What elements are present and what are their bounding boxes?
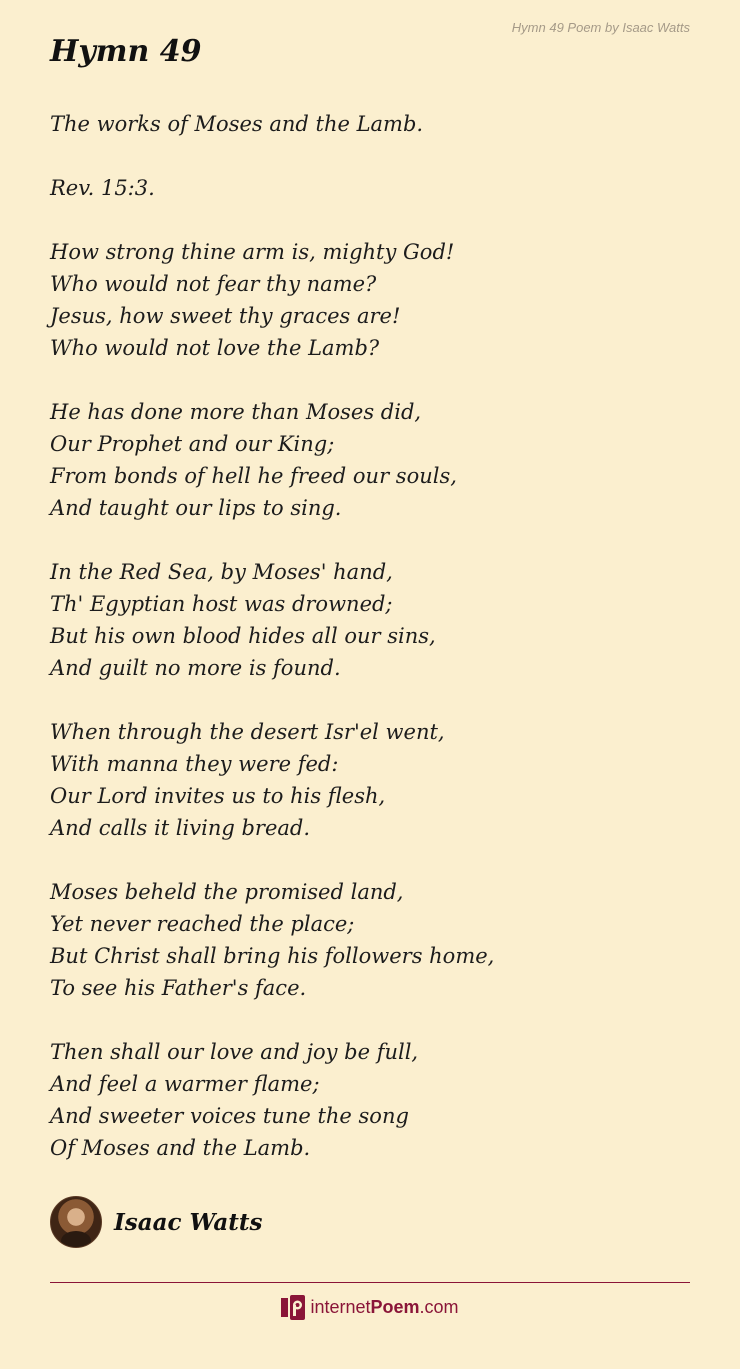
poem-line: He has done more than Moses did, <box>50 400 422 424</box>
stanza <box>50 172 494 204</box>
poem-line: Of Moses and the Lamb. <box>50 1136 311 1160</box>
stanza <box>50 1036 494 1164</box>
stanza <box>50 876 494 1004</box>
poem-line: And taught our lips to sing. <box>50 496 342 520</box>
poem-line: Our Prophet and our King; <box>50 432 335 456</box>
poem-line: Our Lord invites us to his flesh, <box>50 784 386 808</box>
stanza <box>50 108 494 140</box>
poem-body <box>50 108 494 1196</box>
poem-line: Who would not love the Lamb? <box>50 336 380 360</box>
brand-prefix: internet <box>310 1297 371 1317</box>
header-caption: Hymn 49 Poem by Isaac Watts <box>511 20 690 35</box>
stanza <box>50 556 494 684</box>
author-row[interactable] <box>50 1196 262 1248</box>
brand-bold: Poem <box>370 1297 420 1317</box>
poem-line: From bonds of hell he freed our souls, <box>50 464 457 488</box>
poem-line: But Christ shall bring his followers home, <box>50 944 495 968</box>
poem-line: And sweeter voices tune the song <box>50 1104 409 1128</box>
poem-line: Who would not fear thy name? <box>50 272 377 296</box>
stanza <box>50 236 494 364</box>
author-avatar[interactable] <box>50 1196 102 1248</box>
poem-line: But his own blood hides all our sins, <box>50 624 436 648</box>
poem-line: Yet never reached the place; <box>50 912 355 936</box>
brand-suffix: .com <box>419 1297 459 1317</box>
footer-divider <box>50 1282 690 1283</box>
poem-line: And guilt no more is found. <box>50 656 341 680</box>
poem-line: With manna they were fed: <box>50 752 339 776</box>
poem-line: In the Red Sea, by Moses' hand, <box>50 560 393 584</box>
poem-line: And calls it living bread. <box>50 816 311 840</box>
stanza <box>50 396 494 524</box>
poem-line: How strong thine arm is, mighty God! <box>50 240 455 264</box>
poem-line: And feel a warmer flame; <box>50 1072 320 1096</box>
poem-title: Hymn 49 <box>50 34 202 69</box>
poem-line: The works of Moses and the Lamb. <box>50 112 424 136</box>
internetpoem-logo-icon <box>281 1295 305 1320</box>
poem-line: Rev. 15:3. <box>50 176 155 200</box>
poem-line: Jesus, how sweet thy graces are! <box>50 304 401 328</box>
poem-line: Then shall our love and joy be full, <box>50 1040 419 1064</box>
poem-line: Th' Egyptian host was drowned; <box>50 592 393 616</box>
author-name[interactable]: Isaac Watts <box>114 1208 263 1236</box>
poem-line: To see his Father's face. <box>50 976 307 1000</box>
poem-line: When through the desert Isr'el went, <box>50 720 445 744</box>
poem-line: Moses beheld the promised land, <box>50 880 404 904</box>
stanza <box>50 716 494 844</box>
site-brand-link[interactable] <box>0 1295 740 1320</box>
